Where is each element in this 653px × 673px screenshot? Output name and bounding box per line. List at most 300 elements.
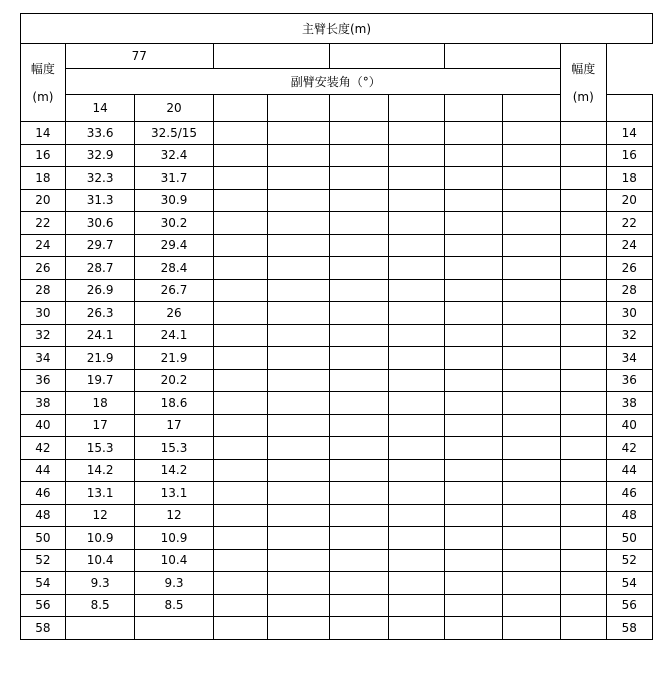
load-value-cell (445, 459, 503, 482)
radius-cell-right: 40 (606, 414, 652, 437)
load-value-cell (503, 189, 561, 212)
load-value-cell: 32.9 (65, 144, 135, 167)
table-row (21, 347, 653, 370)
load-value-cell (445, 144, 503, 167)
load-value-cell: 19.7 (65, 369, 135, 392)
load-value-cell: 13.1 (65, 482, 135, 505)
radius-cell-left: 46 (21, 482, 66, 505)
load-value-cell (445, 527, 503, 550)
load-value-cell: 30.6 (65, 212, 135, 235)
load-value-cell: 14.2 (65, 459, 135, 482)
load-value-cell: 33.6 (65, 122, 135, 145)
radius-cell-right: 44 (606, 459, 652, 482)
load-value-cell (388, 257, 445, 280)
load-value-cell (560, 167, 606, 190)
table-row (21, 122, 653, 145)
load-value-cell (388, 459, 445, 482)
load-value-cell (560, 189, 606, 212)
boom-length-cell (445, 44, 560, 69)
load-value-cell (503, 617, 561, 640)
load-value-cell: 20.2 (135, 369, 213, 392)
radius-cell-right: 32 (606, 324, 652, 347)
load-value-cell (267, 234, 329, 257)
load-value-cell (503, 212, 561, 235)
load-value-cell (560, 347, 606, 370)
load-value-cell: 10.4 (135, 549, 213, 572)
load-value-cell (213, 324, 267, 347)
radius-cell-left: 54 (21, 572, 66, 595)
load-value-cell (445, 257, 503, 280)
load-value-cell (560, 414, 606, 437)
load-value-cell: 9.3 (65, 572, 135, 595)
boom-length-cell: 77 (65, 44, 213, 69)
load-value-cell (267, 122, 329, 145)
load-value-cell: 32.4 (135, 144, 213, 167)
load-value-cell (560, 459, 606, 482)
jib-angle-cell (213, 95, 267, 122)
jib-angle-cell (445, 95, 503, 122)
load-value-cell (267, 212, 329, 235)
table-row (21, 482, 653, 505)
load-value-cell (329, 347, 388, 370)
load-value-cell (267, 302, 329, 325)
table-row (21, 594, 653, 617)
radius-cell-left: 24 (21, 234, 66, 257)
load-value-cell (213, 144, 267, 167)
load-value-cell (329, 482, 388, 505)
load-value-cell (560, 392, 606, 415)
table-row (21, 302, 653, 325)
load-value-cell: 10.9 (135, 527, 213, 550)
load-value-cell (329, 369, 388, 392)
radius-cell-right: 18 (606, 167, 652, 190)
load-value-cell (65, 617, 135, 640)
load-value-cell (560, 369, 606, 392)
load-value-cell: 8.5 (65, 594, 135, 617)
load-value-cell (445, 212, 503, 235)
load-value-cell (388, 572, 445, 595)
load-value-cell (503, 527, 561, 550)
load-value-cell (445, 617, 503, 640)
load-value-cell (213, 122, 267, 145)
load-value-cell (388, 392, 445, 415)
load-value-cell: 21.9 (65, 347, 135, 370)
amplitude-label: 幅度 (571, 61, 596, 76)
load-value-cell (267, 392, 329, 415)
radius-cell-right: 56 (606, 594, 652, 617)
table-row (21, 504, 653, 527)
radius-cell-right: 20 (606, 189, 652, 212)
load-value-cell (388, 504, 445, 527)
load-value-cell (267, 594, 329, 617)
radius-cell-right: 14 (606, 122, 652, 145)
load-value-cell (445, 549, 503, 572)
load-value-cell (560, 482, 606, 505)
load-value-cell: 30.9 (135, 189, 213, 212)
load-value-cell: 28.4 (135, 257, 213, 280)
load-value-cell (560, 257, 606, 280)
radius-cell-right: 36 (606, 369, 652, 392)
amplitude-header-left (21, 44, 66, 122)
table-row (21, 572, 653, 595)
load-value-cell (560, 572, 606, 595)
jib-angle-cell: 14 (65, 95, 135, 122)
load-value-cell (329, 392, 388, 415)
radius-cell-left: 32 (21, 324, 66, 347)
load-value-cell (503, 144, 561, 167)
load-value-cell (503, 594, 561, 617)
load-value-cell (388, 369, 445, 392)
load-value-cell (388, 347, 445, 370)
table-row (21, 459, 653, 482)
load-value-cell (213, 594, 267, 617)
jib-angle-cell (606, 95, 652, 122)
radius-cell-left: 48 (21, 504, 66, 527)
table-row (21, 437, 653, 460)
load-value-cell (213, 369, 267, 392)
load-value-cell (267, 347, 329, 370)
load-value-cell: 17 (65, 414, 135, 437)
load-value-cell (388, 212, 445, 235)
table-row (21, 189, 653, 212)
load-value-cell (213, 437, 267, 460)
load-value-cell (388, 189, 445, 212)
radius-cell-left: 40 (21, 414, 66, 437)
radius-cell-right: 30 (606, 302, 652, 325)
load-value-cell (388, 549, 445, 572)
load-value-cell (503, 257, 561, 280)
load-value-cell (267, 437, 329, 460)
radius-cell-left: 36 (21, 369, 66, 392)
radius-cell-right: 26 (606, 257, 652, 280)
jib-angle-cell (267, 95, 329, 122)
radius-cell-left: 20 (21, 189, 66, 212)
radius-cell-right: 58 (606, 617, 652, 640)
load-value-cell (329, 617, 388, 640)
load-value-cell (503, 549, 561, 572)
load-value-cell (503, 482, 561, 505)
load-value-cell (560, 527, 606, 550)
load-value-cell (267, 324, 329, 347)
load-value-cell (329, 144, 388, 167)
load-value-cell (560, 279, 606, 302)
load-value-cell (213, 549, 267, 572)
load-value-cell (560, 122, 606, 145)
load-value-cell: 26.9 (65, 279, 135, 302)
load-value-cell: 31.7 (135, 167, 213, 190)
load-value-cell (213, 617, 267, 640)
radius-cell-right: 48 (606, 504, 652, 527)
load-value-cell (213, 189, 267, 212)
load-value-cell (329, 504, 388, 527)
load-value-cell (267, 257, 329, 280)
load-value-cell (445, 122, 503, 145)
table-row (21, 549, 653, 572)
load-value-cell (267, 167, 329, 190)
radius-cell-left: 18 (21, 167, 66, 190)
load-value-cell (503, 504, 561, 527)
load-value-cell (388, 527, 445, 550)
load-value-cell: 26 (135, 302, 213, 325)
load-value-cell (445, 347, 503, 370)
load-value-cell (329, 594, 388, 617)
load-value-cell (329, 167, 388, 190)
radius-cell-left: 38 (21, 392, 66, 415)
load-value-cell (267, 549, 329, 572)
load-value-cell (267, 189, 329, 212)
load-value-cell: 30.2 (135, 212, 213, 235)
radius-cell-left: 52 (21, 549, 66, 572)
load-value-cell (503, 369, 561, 392)
load-value-cell (503, 167, 561, 190)
header-row-main-boom (21, 14, 653, 44)
radius-cell-left: 22 (21, 212, 66, 235)
load-value-cell (445, 279, 503, 302)
load-value-cell (445, 572, 503, 595)
load-value-cell: 29.7 (65, 234, 135, 257)
table-row (21, 392, 653, 415)
table-row (21, 527, 653, 550)
load-value-cell (267, 369, 329, 392)
load-value-cell: 28.7 (65, 257, 135, 280)
load-value-cell (329, 234, 388, 257)
jib-angle-header: 副臂安装角（°） (65, 69, 606, 95)
radius-cell-right: 46 (606, 482, 652, 505)
load-value-cell (503, 122, 561, 145)
load-value-cell (445, 234, 503, 257)
load-value-cell (329, 459, 388, 482)
radius-cell-left: 56 (21, 594, 66, 617)
jib-angle-cell: 20 (135, 95, 213, 122)
load-value-cell (388, 279, 445, 302)
load-value-cell: 29.4 (135, 234, 213, 257)
load-value-cell (213, 482, 267, 505)
header-row-jib-angle-values (21, 95, 653, 122)
table-row (21, 234, 653, 257)
load-value-cell (213, 504, 267, 527)
load-value-cell (388, 167, 445, 190)
load-value-cell (329, 527, 388, 550)
jib-angle-cell (388, 95, 445, 122)
boom-length-cell (329, 44, 444, 69)
load-value-cell (560, 549, 606, 572)
table-row (21, 324, 653, 347)
load-value-cell (560, 594, 606, 617)
radius-cell-right: 54 (606, 572, 652, 595)
header-row-jib-angle (21, 69, 653, 95)
load-value-cell (213, 459, 267, 482)
load-chart-table (20, 13, 653, 640)
load-value-cell (267, 482, 329, 505)
load-value-cell (329, 212, 388, 235)
radius-cell-left: 30 (21, 302, 66, 325)
load-value-cell (560, 144, 606, 167)
radius-cell-right: 38 (606, 392, 652, 415)
amplitude-unit: (m) (32, 89, 54, 104)
table-row (21, 279, 653, 302)
load-value-cell (560, 437, 606, 460)
radius-cell-left: 58 (21, 617, 66, 640)
load-value-cell (213, 527, 267, 550)
load-value-cell (329, 324, 388, 347)
load-value-cell (267, 617, 329, 640)
load-value-cell (445, 324, 503, 347)
load-value-cell (329, 257, 388, 280)
load-value-cell (503, 347, 561, 370)
load-value-cell (445, 594, 503, 617)
load-value-cell: 15.3 (135, 437, 213, 460)
load-value-cell (560, 234, 606, 257)
load-value-cell: 15.3 (65, 437, 135, 460)
load-value-cell (503, 414, 561, 437)
load-value-cell (388, 302, 445, 325)
amplitude-unit: (m) (572, 89, 594, 104)
table-row (21, 369, 653, 392)
load-value-cell: 18 (65, 392, 135, 415)
load-value-cell: 32.3 (65, 167, 135, 190)
load-value-cell: 9.3 (135, 572, 213, 595)
radius-cell-right: 16 (606, 144, 652, 167)
load-value-cell (213, 347, 267, 370)
load-value-cell (503, 324, 561, 347)
load-value-cell: 26.3 (65, 302, 135, 325)
load-value-cell (445, 392, 503, 415)
load-value-cell (267, 572, 329, 595)
radius-cell-left: 50 (21, 527, 66, 550)
load-value-cell (329, 414, 388, 437)
load-value-cell (388, 122, 445, 145)
load-value-cell: 32.5/15 (135, 122, 213, 145)
load-value-cell (388, 594, 445, 617)
load-value-cell (329, 572, 388, 595)
load-value-cell (388, 437, 445, 460)
main-boom-length-header: 主臂长度(m) (21, 14, 653, 44)
load-value-cell (329, 302, 388, 325)
load-value-cell: 26.7 (135, 279, 213, 302)
load-value-cell (213, 414, 267, 437)
load-value-cell (445, 167, 503, 190)
radius-cell-left: 44 (21, 459, 66, 482)
radius-cell-right: 52 (606, 549, 652, 572)
load-value-cell (329, 437, 388, 460)
radius-cell-left: 26 (21, 257, 66, 280)
load-value-cell (213, 212, 267, 235)
load-value-cell (267, 527, 329, 550)
radius-cell-right: 34 (606, 347, 652, 370)
load-value-cell (503, 279, 561, 302)
load-value-cell (213, 257, 267, 280)
load-value-cell (503, 392, 561, 415)
jib-angle-cell (503, 95, 561, 122)
load-value-cell (503, 302, 561, 325)
load-value-cell (213, 302, 267, 325)
load-value-cell (445, 437, 503, 460)
load-value-cell (560, 324, 606, 347)
load-value-cell (388, 617, 445, 640)
load-value-cell: 12 (135, 504, 213, 527)
load-value-cell (213, 167, 267, 190)
radius-cell-left: 14 (21, 122, 66, 145)
load-value-cell (213, 279, 267, 302)
load-value-cell: 10.4 (65, 549, 135, 572)
radius-cell-left: 16 (21, 144, 66, 167)
radius-cell-right: 50 (606, 527, 652, 550)
table-row (21, 257, 653, 280)
load-value-cell (503, 572, 561, 595)
radius-cell-right: 28 (606, 279, 652, 302)
load-value-cell (560, 504, 606, 527)
jib-angle-cell (329, 95, 388, 122)
radius-cell-right: 24 (606, 234, 652, 257)
radius-cell-right: 42 (606, 437, 652, 460)
load-value-cell: 24.1 (65, 324, 135, 347)
load-value-cell (445, 504, 503, 527)
table-row (21, 212, 653, 235)
boom-length-cell (213, 44, 329, 69)
load-value-cell (445, 482, 503, 505)
load-value-cell: 31.3 (65, 189, 135, 212)
load-value-cell (388, 324, 445, 347)
table-row (21, 144, 653, 167)
load-value-cell (560, 302, 606, 325)
load-value-cell (267, 279, 329, 302)
load-value-cell (503, 437, 561, 460)
load-value-cell (267, 504, 329, 527)
load-value-cell (503, 234, 561, 257)
load-value-cell (388, 234, 445, 257)
load-value-cell (445, 302, 503, 325)
load-value-cell: 14.2 (135, 459, 213, 482)
load-value-cell: 18.6 (135, 392, 213, 415)
table-row (21, 414, 653, 437)
load-value-cell (329, 122, 388, 145)
load-value-cell (267, 414, 329, 437)
load-value-cell (213, 392, 267, 415)
load-value-cell (329, 279, 388, 302)
radius-cell-right: 22 (606, 212, 652, 235)
load-value-cell (503, 459, 561, 482)
load-value-cell (388, 414, 445, 437)
radius-cell-left: 42 (21, 437, 66, 460)
load-value-cell: 21.9 (135, 347, 213, 370)
amplitude-label: 幅度 (30, 61, 55, 76)
load-value-cell: 10.9 (65, 527, 135, 550)
load-value-cell (267, 459, 329, 482)
load-value-cell: 8.5 (135, 594, 213, 617)
load-value-cell: 12 (65, 504, 135, 527)
load-value-cell: 24.1 (135, 324, 213, 347)
load-value-cell (213, 572, 267, 595)
load-value-cell (329, 189, 388, 212)
load-value-cell (213, 234, 267, 257)
header-row-boom-lengths (21, 44, 653, 69)
load-value-cell (445, 414, 503, 437)
load-value-cell (560, 212, 606, 235)
radius-cell-left: 28 (21, 279, 66, 302)
table-row (21, 617, 653, 640)
load-value-cell: 17 (135, 414, 213, 437)
load-value-cell (560, 617, 606, 640)
load-value-cell (445, 369, 503, 392)
table-row (21, 167, 653, 190)
load-value-cell: 13.1 (135, 482, 213, 505)
load-value-cell (445, 189, 503, 212)
load-value-cell (329, 549, 388, 572)
load-value-cell (388, 144, 445, 167)
load-value-cell (388, 482, 445, 505)
load-value-cell (267, 144, 329, 167)
radius-cell-left: 34 (21, 347, 66, 370)
